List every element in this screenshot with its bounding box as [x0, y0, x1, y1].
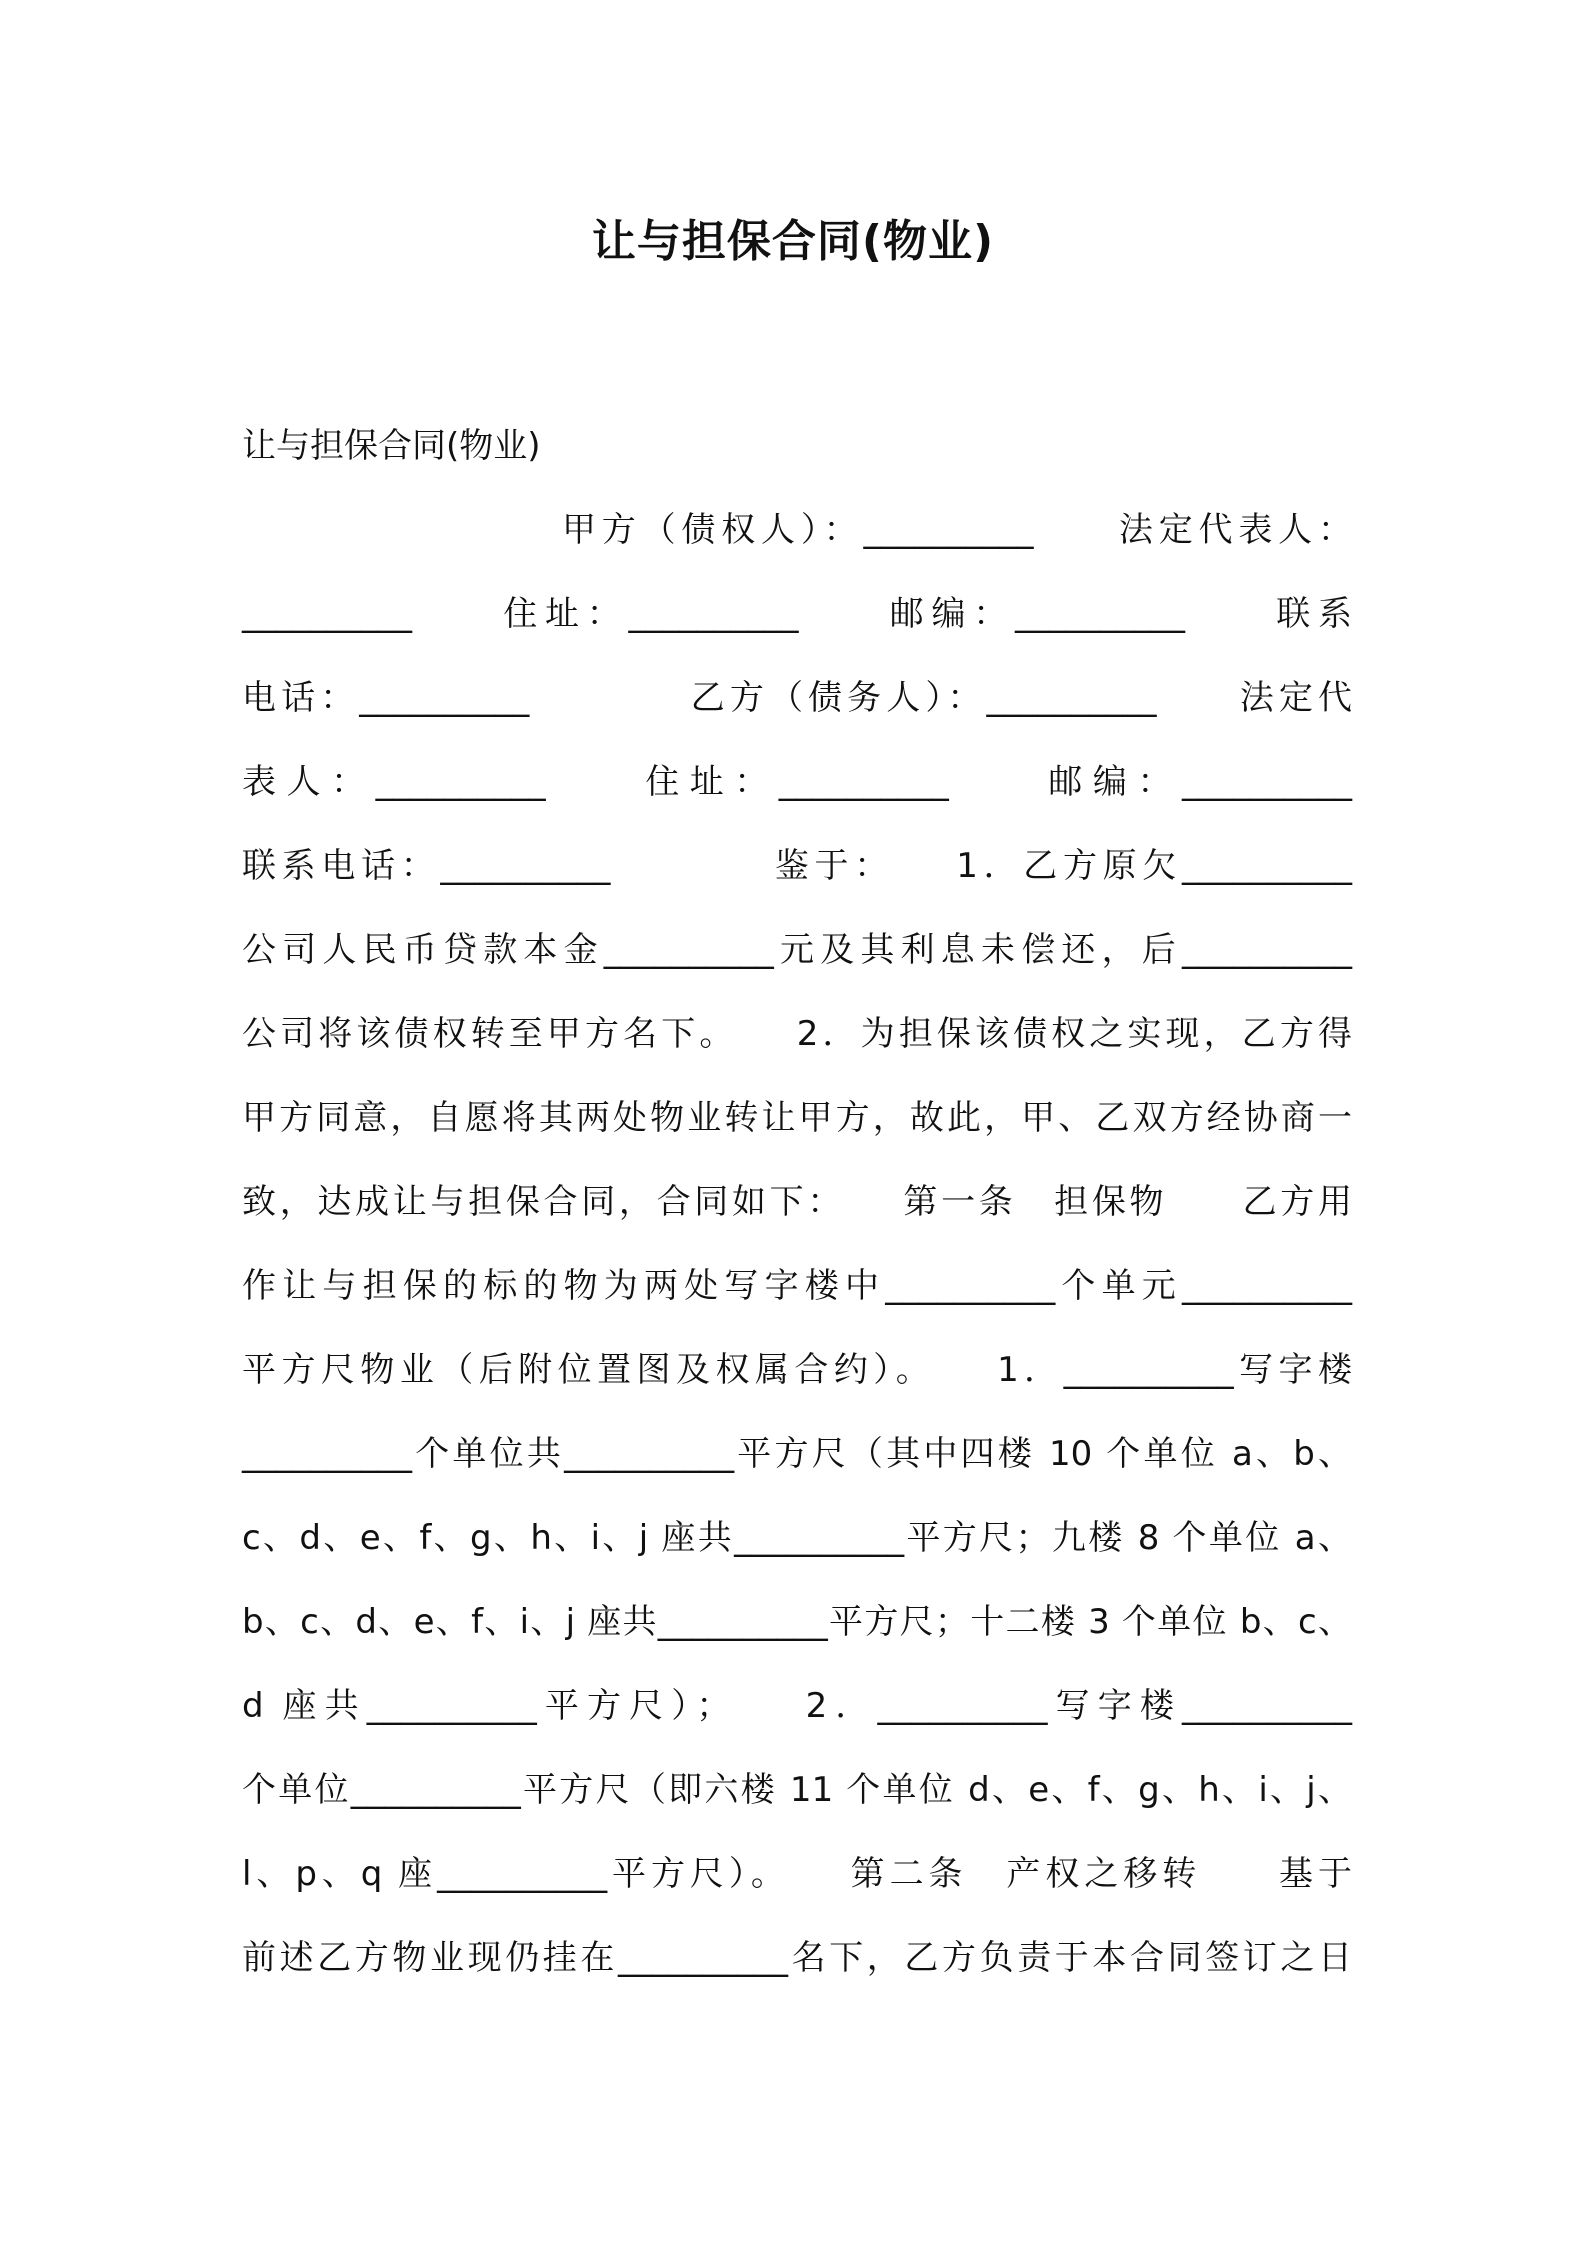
- text-line: __________ 住址：__________ 邮编：__________ 联系: [242, 594, 1352, 634]
- document-subtitle: 让与担保合同(物业): [242, 426, 541, 466]
- text-line: 作让与担保的标的物为两处写字楼中__________个单元__________: [242, 1266, 1352, 1306]
- document-title: 让与担保合同(物业): [591, 216, 995, 267]
- text-line: 平方尺物业（后附位置图及权属合约）。 1．__________写字楼: [242, 1350, 1352, 1390]
- text-line: 公司人民币贷款本金__________元及其利息未偿还，后__________: [242, 930, 1352, 970]
- text-line: c、d、e、f、g、h、i、j 座共__________平方尺；九楼 8 个单位 a、: [242, 1518, 1352, 1558]
- text-line: 个单位__________平方尺（即六楼 11 个单位 d、e、f、g、h、i、j、: [242, 1770, 1352, 1810]
- text-line: d 座共__________平方尺）； 2．__________写字楼__________: [242, 1686, 1352, 1726]
- text-line: 公司将该债权转至甲方名下。 2．为担保该债权之实现，乙方得: [242, 1014, 1352, 1054]
- text-line: l、p、q 座__________平方尺）。 第二条 产权之移转 基于: [242, 1854, 1352, 1894]
- text-line: b、c、d、e、f、i、j 座共__________平方尺；十二楼 3 个单位 b、c、: [242, 1602, 1352, 1642]
- text-line: 致，达成让与担保合同，合同如下： 第一条 担保物 乙方用: [242, 1182, 1352, 1222]
- text-line: __________个单位共__________平方尺（其中四楼 10 个单位 a、b、: [242, 1434, 1352, 1474]
- text-line: 联系电话：__________ 鉴于： 1．乙方原欠__________: [242, 846, 1352, 886]
- document-body: [242, 404, 1352, 2000]
- text-line: 电话：__________ 乙方（债务人）：__________ 法定代: [242, 678, 1352, 718]
- text-line: 甲方同意，自愿将其两处物业转让甲方，故此，甲、乙双方经协商一: [242, 1098, 1352, 1138]
- text-line: 甲方（债权人）：__________ 法定代表人：: [562, 510, 1352, 550]
- text-line: 表人：__________ 住址：__________ 邮编：__________: [242, 762, 1352, 802]
- text-line: 前述乙方物业现仍挂在__________名下，乙方负责于本合同签订之日: [242, 1938, 1352, 1978]
